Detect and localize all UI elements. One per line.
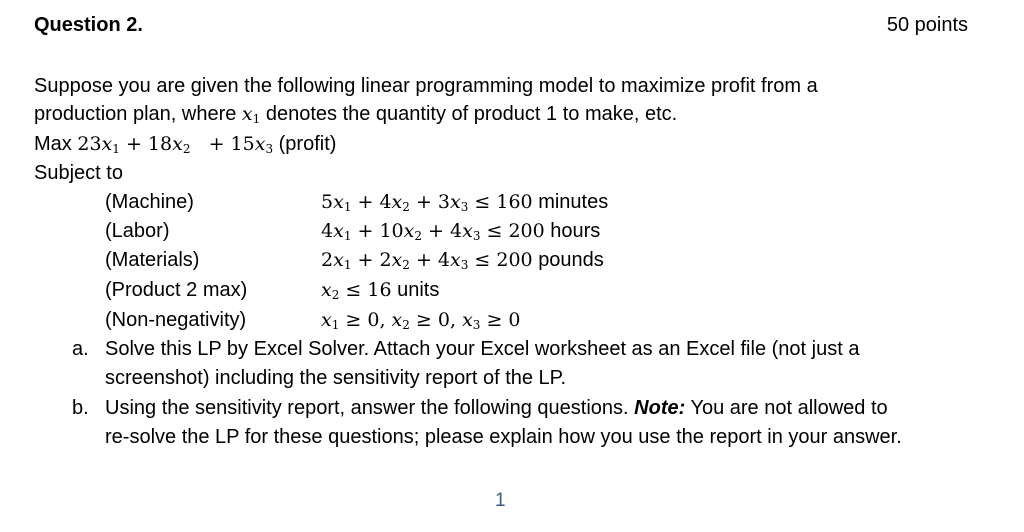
- part-a-line-2: screenshot) including the sensitivity report of the LP.: [105, 367, 566, 389]
- page-number: 1: [495, 490, 506, 511]
- constraint-materials-expression: $2x_1 + 2x_2 + 4x_3 \le 200$: [321, 249, 533, 272]
- constraint-name-materials: (Materials): [105, 249, 200, 271]
- constraint-name-product2max: (Product 2 max): [105, 279, 248, 301]
- part-a-line-1: Solve this LP by Excel Solver. Attach your Excel worksheet as an Excel file (not just a: [105, 338, 860, 360]
- constraint-nonnegativity: [321, 306, 521, 334]
- constraint-name-labor: (Labor): [105, 220, 170, 242]
- constraint-product2max-unit: units: [397, 279, 440, 301]
- part-b-line-2: re-solve the LP for these questions; please explain how you use the report in your answer.: [105, 426, 902, 448]
- objective-function: [34, 130, 336, 158]
- constraint-materials-unit: pounds: [538, 249, 604, 271]
- subject-to-label: Subject to: [34, 162, 123, 184]
- objective-label: Max: [34, 133, 72, 155]
- part-b-marker: b.: [72, 397, 89, 419]
- constraint-name-machine: (Machine): [105, 191, 194, 213]
- constraint-labor-unit: hours: [550, 220, 601, 242]
- points-label: 50 points: [886, 14, 968, 36]
- part-b-line-1-suffix: You are not allowed to: [690, 397, 888, 419]
- intro-line-2: [34, 100, 677, 128]
- constraint-product2max: [321, 276, 439, 304]
- constraint-product2max-expression: $x_2 \le 16$: [321, 279, 392, 302]
- part-b-line-1: [105, 394, 888, 422]
- intro-line-2-suffix: denotes the quantity of product 1 to make, etc.: [265, 103, 678, 125]
- objective-expression: $23x_1 + 18x_2 + 15x_3$: [77, 133, 274, 156]
- part-a-marker: a.: [72, 338, 89, 360]
- constraint-machine: [321, 188, 608, 216]
- question-title: Question 2.: [34, 14, 143, 36]
- constraint-labor: [321, 217, 600, 245]
- objective-suffix: (profit): [278, 133, 337, 155]
- intro-line-1: Suppose you are given the following linear programming model to maximize profit from a: [34, 75, 818, 97]
- constraint-machine-expression: $5x_1 + 4x_2 + 3x_3 \le 160$: [321, 191, 533, 214]
- part-b-note-label: Note:: [634, 397, 686, 419]
- part-b-line-1-prefix: Using the sensitivity report, answer the following questions.: [105, 397, 629, 419]
- constraint-materials: [321, 246, 604, 274]
- constraint-labor-expression: $4x_1 + 10x_2 + 4x_3 \le 200$: [321, 220, 545, 243]
- constraint-name-nonnegativity: (Non-negativity): [105, 309, 247, 331]
- intro-line-2-prefix: production plan, where: [34, 103, 237, 125]
- variable-x1: $x_1$: [241, 103, 261, 126]
- constraint-machine-unit-visible: minutes: [538, 191, 609, 213]
- constraint-nonnegativity-expression: $x_1 \ge 0$, $x_2 \ge 0$, $x_3 \ge 0$: [321, 309, 521, 332]
